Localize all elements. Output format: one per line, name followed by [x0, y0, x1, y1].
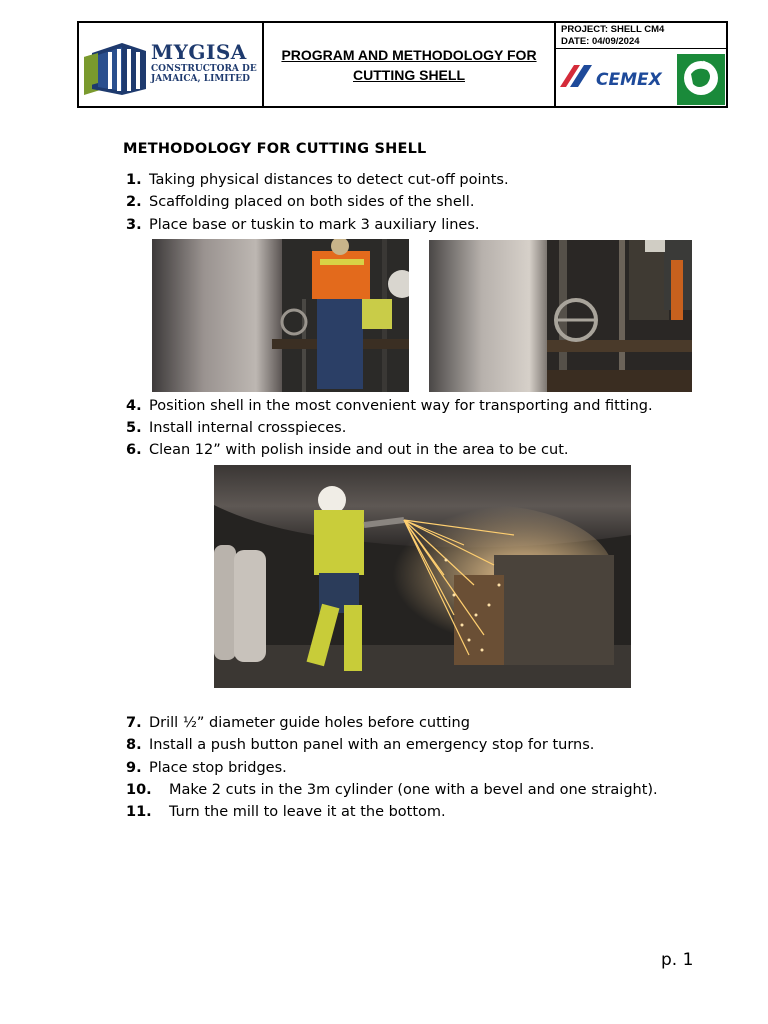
- document-header: [77, 21, 728, 108]
- company-logo-cell: [79, 23, 264, 106]
- document-title-cell: [264, 23, 556, 106]
- list-item: 4. Position shell in the most convenient way for transporting and fitting.: [126, 398, 653, 414]
- scaffold-photo-2: [429, 240, 692, 392]
- cemex-globe-icon: [677, 54, 725, 106]
- list-item: 7. Drill ½” diameter guide holes before cutting: [126, 715, 470, 731]
- cutting-photo: [214, 465, 631, 688]
- list-item: 11. Turn the mill to leave it at the bottom.: [126, 804, 446, 820]
- company-name: MYGISA: [151, 40, 247, 64]
- list-item: 9. Place stop bridges.: [126, 760, 287, 776]
- document-title: PROGRAM AND METHODOLOGY FOR CUTTING SHELL: [281, 46, 537, 83]
- project-info-cell: [556, 23, 726, 106]
- svg-text:CEMEX: CEMEX: [596, 70, 662, 90]
- list-item: 6. Clean 12” with polish inside and out in the area to be cut.: [126, 442, 569, 458]
- client-logos: [556, 49, 726, 106]
- cemex-logo-icon: [560, 61, 678, 93]
- company-subtitle: CONSTRUCTORA DE JAMAICA, LIMITED: [151, 64, 257, 84]
- page-number: p. 1: [661, 950, 694, 970]
- section-title: METHODOLOGY FOR CUTTING SHELL: [123, 141, 427, 157]
- date-label: DATE: 04/09/2024: [561, 36, 640, 47]
- scaffold-photo-1: [152, 239, 409, 392]
- list-item: 2. Scaffolding placed on both sides of the shell.: [126, 194, 475, 210]
- list-item: 1. Taking physical distances to detect cut-off points.: [126, 172, 509, 188]
- project-label: PROJECT: SHELL CM4: [561, 24, 665, 35]
- list-item: 10. Make 2 cuts in the 3m cylinder (one with a bevel and one straight).: [126, 782, 658, 798]
- mygisa-logo-icon: [84, 43, 146, 95]
- project-meta: [556, 23, 726, 49]
- list-item: 3. Place base or tuskin to mark 3 auxiliary lines.: [126, 217, 480, 233]
- list-item: 5. Install internal crosspieces.: [126, 420, 347, 436]
- list-item: 8. Install a push button panel with an emergency stop for turns.: [126, 737, 595, 753]
